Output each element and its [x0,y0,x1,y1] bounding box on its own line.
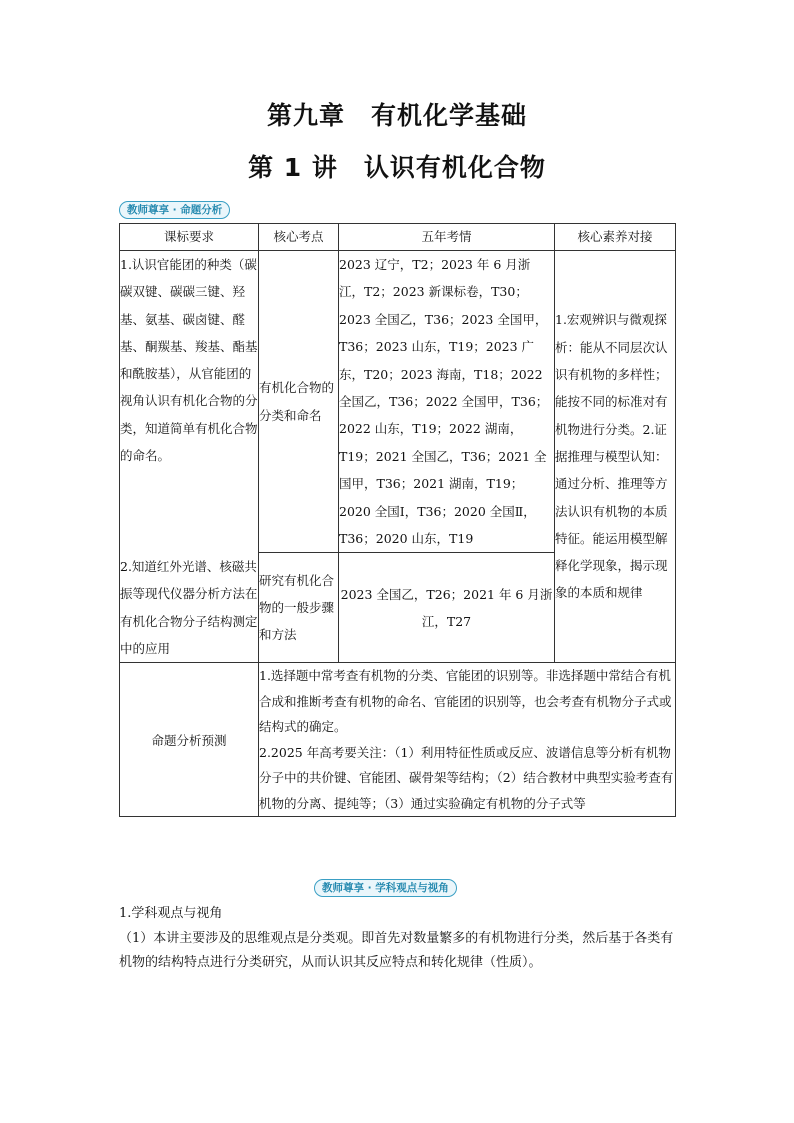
prediction-label: 命题分析预测 [120,663,259,817]
section-heading: 1.学科观点与视角 [119,906,223,921]
prediction-item-2: 2.2025 年高考要关注：（1）利用特征性质或反应、波谱信息等分析有机物分子中的共价键、官能团、碳骨架等结构；（2）结合教材中典型实验考查有机物的分离、提纯等；（3）通过实验确定有机物的分子式等 [259,744,674,811]
table-row-prediction [120,663,676,817]
exam-analysis-table [119,223,676,817]
core-point-methods: 研究有机化合物的一般步骤和方法 [259,553,339,663]
table-row [120,251,676,553]
chapter-title: 第九章 有机化学基础 [266,101,527,130]
teacher-badge-perspective: 教师尊享 · 学科观点与视角 [314,879,457,897]
curriculum-item-1: 1.认识官能团的种类（碳碳双键、碳碳三键、羟基、氨基、碳卤键、醛基、酮羰基、羧基、酯基和酰胺基），从官能团的视角认识有机化合物的分类，知道简单有机化合物的命名。 [120,251,259,553]
five-years-classification: 2023 辽宁，T2；2023 年 6 月浙江，T2；2023 新课标卷，T30；2023 全国乙，T36；2023 全国甲，T36；2023 山东，T19；2023 广东，T20；2023 海南，T18；2022 全国乙，T36；2022 全国甲，T36；2022 山东，T19；2022 湖南，T19；2021 全国乙，T36；2021 全国甲，T36；2021 湖南，T19；2020 全国Ⅰ，T36；2020 全国Ⅱ，T36；2020 山东，T19 [339,251,555,553]
teacher-badge-analysis: 教师尊享 · 命题分析 [119,201,230,219]
literacy-cell: 1.宏观辨识与微观探析：能从不同层次认识有机物的多样性；能按不同的标准对有机物进行分类。2.证据推理与模型认知：通过分析、推理等方法认识有机物的本质特征。能运用模型解释化学现象，揭示现象的本质和规律 [555,251,676,663]
section-paragraph: （1）本讲主要涉及的思维观点是分类观。即首先对数量繁多的有机物进行分类，然后基于各类有机物的结构特点进行分类研究，从而认识其反应特点和转化规律（性质）。 [119,931,674,970]
header-core-points: 核心考点 [259,224,339,251]
core-point-classification: 有机化合物的分类和命名 [259,251,339,553]
header-literacy: 核心素养对接 [555,224,676,251]
curriculum-item-2: 2.知道红外光谱、核磁共振等现代仪器分析方法在有机化合物分子结构测定中的应用 [120,553,259,663]
five-years-methods: 2023 全国乙，T26；2021 年 6 月浙江，T27 [339,553,555,663]
header-curriculum: 课标要求 [120,224,259,251]
lesson-title: 第 1 讲 认识有机化合物 [248,153,546,182]
prediction-item-1: 1.选择题中常考查有机物的分类、官能团的识别等。非选择题中常结合有机合成和推断考查有机物的命名、官能团的识别等，也会考查有机物分子式或结构式的确定。 [259,668,672,735]
table-header-row [120,224,676,251]
prediction-text [259,663,676,817]
header-five-years: 五年考情 [339,224,555,251]
